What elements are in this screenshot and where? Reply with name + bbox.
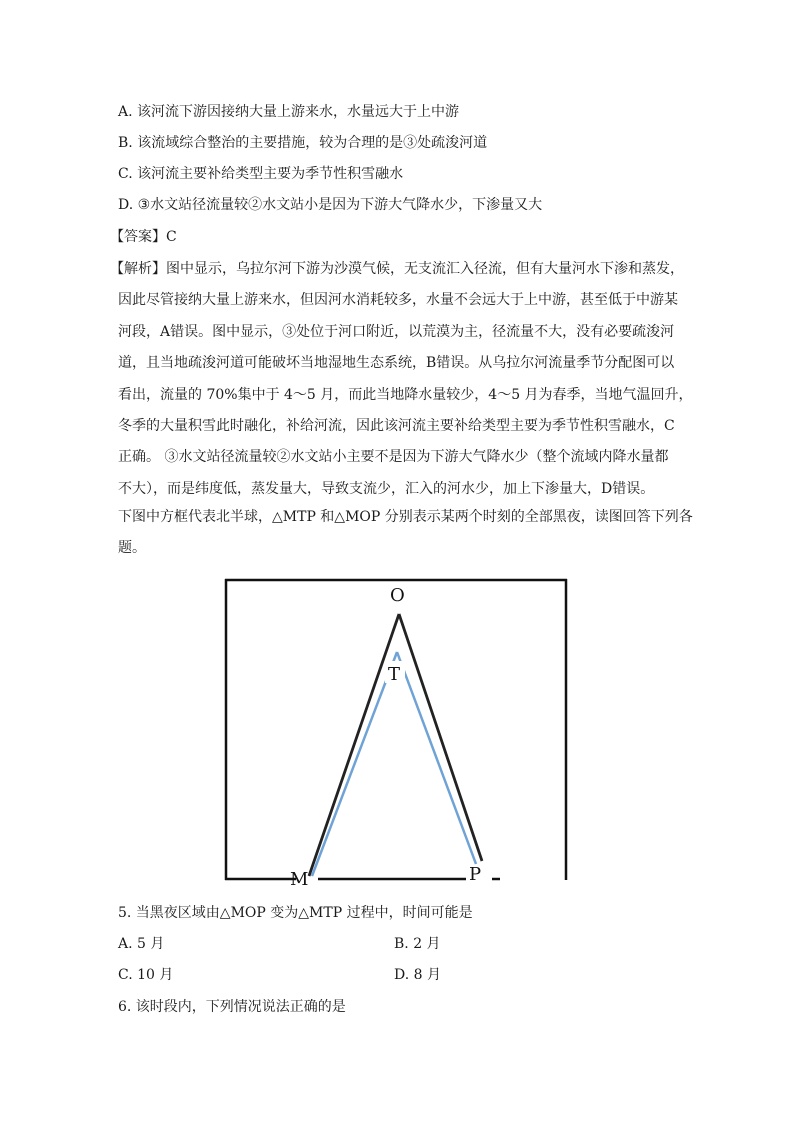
point-o-label: O [390,585,405,606]
line-tp [397,652,476,864]
q5-option-a: A. 5 月 [118,936,165,952]
analysis-line: 看出，流量的 70%集中于 4～5 月，而此当地降水量较少，4～5 月为春季，当地气温回升， [118,386,693,403]
analysis-paragraph [110,254,693,505]
analysis-line: 河段，A错误。图中显示，③处位于河口附近，以荒漠为主，径流量不大，没有必要疏浚河 [118,323,675,340]
q5-option-d: D. 8 月 [394,967,441,983]
analysis-line: 道，且当地疏浚河道可能破坏当地湿地生态系统，B错误。从乌拉尔河流量季节分配图可以 [118,355,675,372]
option-a: A. 该河流下游因接纳大量上游来水，水量远大于上中游 [118,104,460,120]
point-t-label: T [388,664,401,685]
option-b: B. 该流域综合整治的主要措施，较为合理的是③处疏浚河道 [118,135,488,151]
line-mt [312,652,397,876]
point-p-label: P [469,864,482,885]
analysis-line: 不大），而是纬度低，蒸发量大，导致支流少，汇入的河水少，加上下渗量大，D错误。 [118,480,655,497]
analysis-line: 因此尽管接纳大量上游来水，但因河水消耗较多，水量不会远大于上中游，甚至低于中游某 [118,292,678,309]
option-d: D. ③水文站径流量较②水文站小是因为下游大气降水少，下渗量又大 [118,197,543,213]
triangle-mtp [312,652,476,876]
analysis-line: 正确。 ③水文站径流量较②水文站小主要不是因为下游大气降水少（整个流域内降水量都 [118,449,669,466]
question-6-stem: 6. 该时段内，下列情况说法正确的是 [118,999,346,1015]
intro-line: 下图中方框代表北半球，△MTP 和△MOP 分别表示某两个时刻的全部黑夜，读图回答下列各 [118,509,693,525]
option-c: C. 该河流主要补给类型主要为季节性积雪融水 [118,166,404,182]
answer-label: 【答案】C [110,229,177,245]
q5-option-b: B. 2 月 [394,936,441,952]
intro-line: 题。 [118,540,146,556]
question-5-stem: 5. 当黑夜区域由△MOP 变为△MTP 过程中，时间可能是 [118,905,473,921]
line-mo [309,614,399,876]
analysis-line: 冬季的大量积雪此时融化，补给河流，因此该河流主要补给类型主要为季节性积雪融水，C [118,418,675,435]
point-m-label: M [290,869,309,888]
analysis-line: 【解析】图中显示，乌拉尔河下游为沙漠气候，无支流汇入径流，但有大量河水下渗和蒸发， [110,261,684,277]
question-5-options-row-1 [118,934,678,954]
q5-option-c: C. 10 月 [118,967,174,983]
night-triangle-diagram [220,574,576,888]
line-op [399,614,482,861]
question-5-options-row-2 [118,965,678,985]
